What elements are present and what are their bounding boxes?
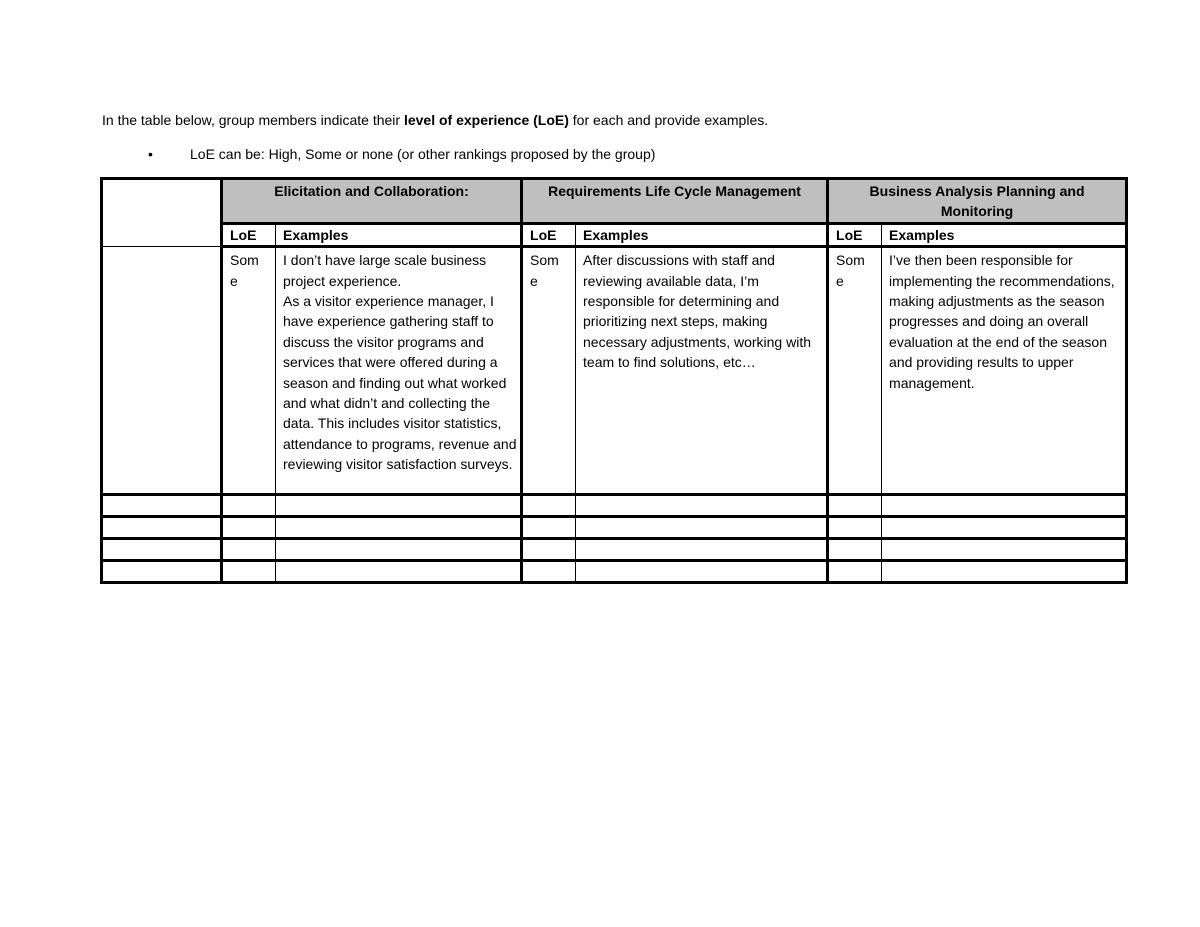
loe-cell xyxy=(522,517,576,539)
examples-header: Examples xyxy=(276,223,522,246)
loe-cell xyxy=(222,517,276,539)
sub-header-row xyxy=(102,223,1127,246)
loe-header: LoE xyxy=(222,223,276,246)
loe-cell xyxy=(222,495,276,517)
table-row xyxy=(102,517,1127,539)
examples-cell xyxy=(576,517,828,539)
examples-header: Examples xyxy=(882,223,1127,246)
examples-cell xyxy=(276,539,522,561)
member-name-cell xyxy=(102,247,222,495)
loe-cell xyxy=(522,495,576,517)
examples-cell: I’ve then been responsible for implementing the recommendations, making adjustments as the season progresses and doing an overall evaluation at the end of the season and providing results to upper management. xyxy=(882,247,1127,495)
member-name-cell xyxy=(102,517,222,539)
group-header-requirements: Requirements Life Cycle Management xyxy=(522,179,828,224)
loe-header: LoE xyxy=(828,223,882,246)
loe-cell xyxy=(222,539,276,561)
table-row xyxy=(102,495,1127,517)
group-header-row xyxy=(102,179,1127,224)
examples-cell xyxy=(576,561,828,583)
bullet-text: LoE can be: High, Some or none (or other rankings proposed by the group) xyxy=(190,146,656,162)
loe-cell xyxy=(828,561,882,583)
examples-cell xyxy=(276,561,522,583)
examples-cell xyxy=(882,517,1127,539)
loe-cell xyxy=(828,517,882,539)
group-header-planning: Business Analysis Planning and Monitoring xyxy=(828,179,1127,224)
loe-cell xyxy=(828,495,882,517)
intro-text-before: In the table below, group members indicate their xyxy=(102,112,404,128)
member-name-cell xyxy=(102,561,222,583)
experience-table xyxy=(100,177,1128,584)
examples-cell xyxy=(276,517,522,539)
examples-cell xyxy=(276,495,522,517)
loe-header: LoE xyxy=(522,223,576,246)
loe-cell xyxy=(522,539,576,561)
table-row xyxy=(102,247,1127,495)
examples-header: Examples xyxy=(576,223,828,246)
examples-cell xyxy=(882,539,1127,561)
bullet-icon: • xyxy=(148,146,153,162)
member-name-cell xyxy=(102,495,222,517)
loe-cell: Som e xyxy=(828,247,882,495)
loe-cell: Som e xyxy=(222,247,276,495)
table-row xyxy=(102,539,1127,561)
loe-cell xyxy=(828,539,882,561)
examples-cell xyxy=(882,561,1127,583)
examples-cell: After discussions with staff and reviewing available data, I’m responsible for determining and prioritizing next steps, making necessary adjustments, working with team to find solutions, etc… xyxy=(576,247,828,495)
member-name-cell xyxy=(102,539,222,561)
intro-text-bold: level of experience (LoE) xyxy=(403,112,569,128)
examples-cell xyxy=(882,495,1127,517)
loe-cell xyxy=(222,561,276,583)
table-row xyxy=(102,561,1127,583)
examples-cell xyxy=(576,539,828,561)
loe-cell xyxy=(522,561,576,583)
examples-cell: I don’t have large scale business project experience. As a visitor experience manager, I have experience gathering staff to discuss the visitor programs and services that were offered during a season and finding out what worked and what didn’t and collecting the data. This includes visitor statistics, attendance to programs, revenue and reviewing visitor satisfaction surveys. xyxy=(276,247,522,495)
intro-paragraph xyxy=(102,110,768,130)
examples-cell xyxy=(576,495,828,517)
group-header-elicitation: Elicitation and Collaboration: xyxy=(222,179,522,224)
loe-cell: Som e xyxy=(522,247,576,495)
intro-text-after: for each and provide examples. xyxy=(568,112,769,128)
name-header-cell xyxy=(102,179,222,247)
